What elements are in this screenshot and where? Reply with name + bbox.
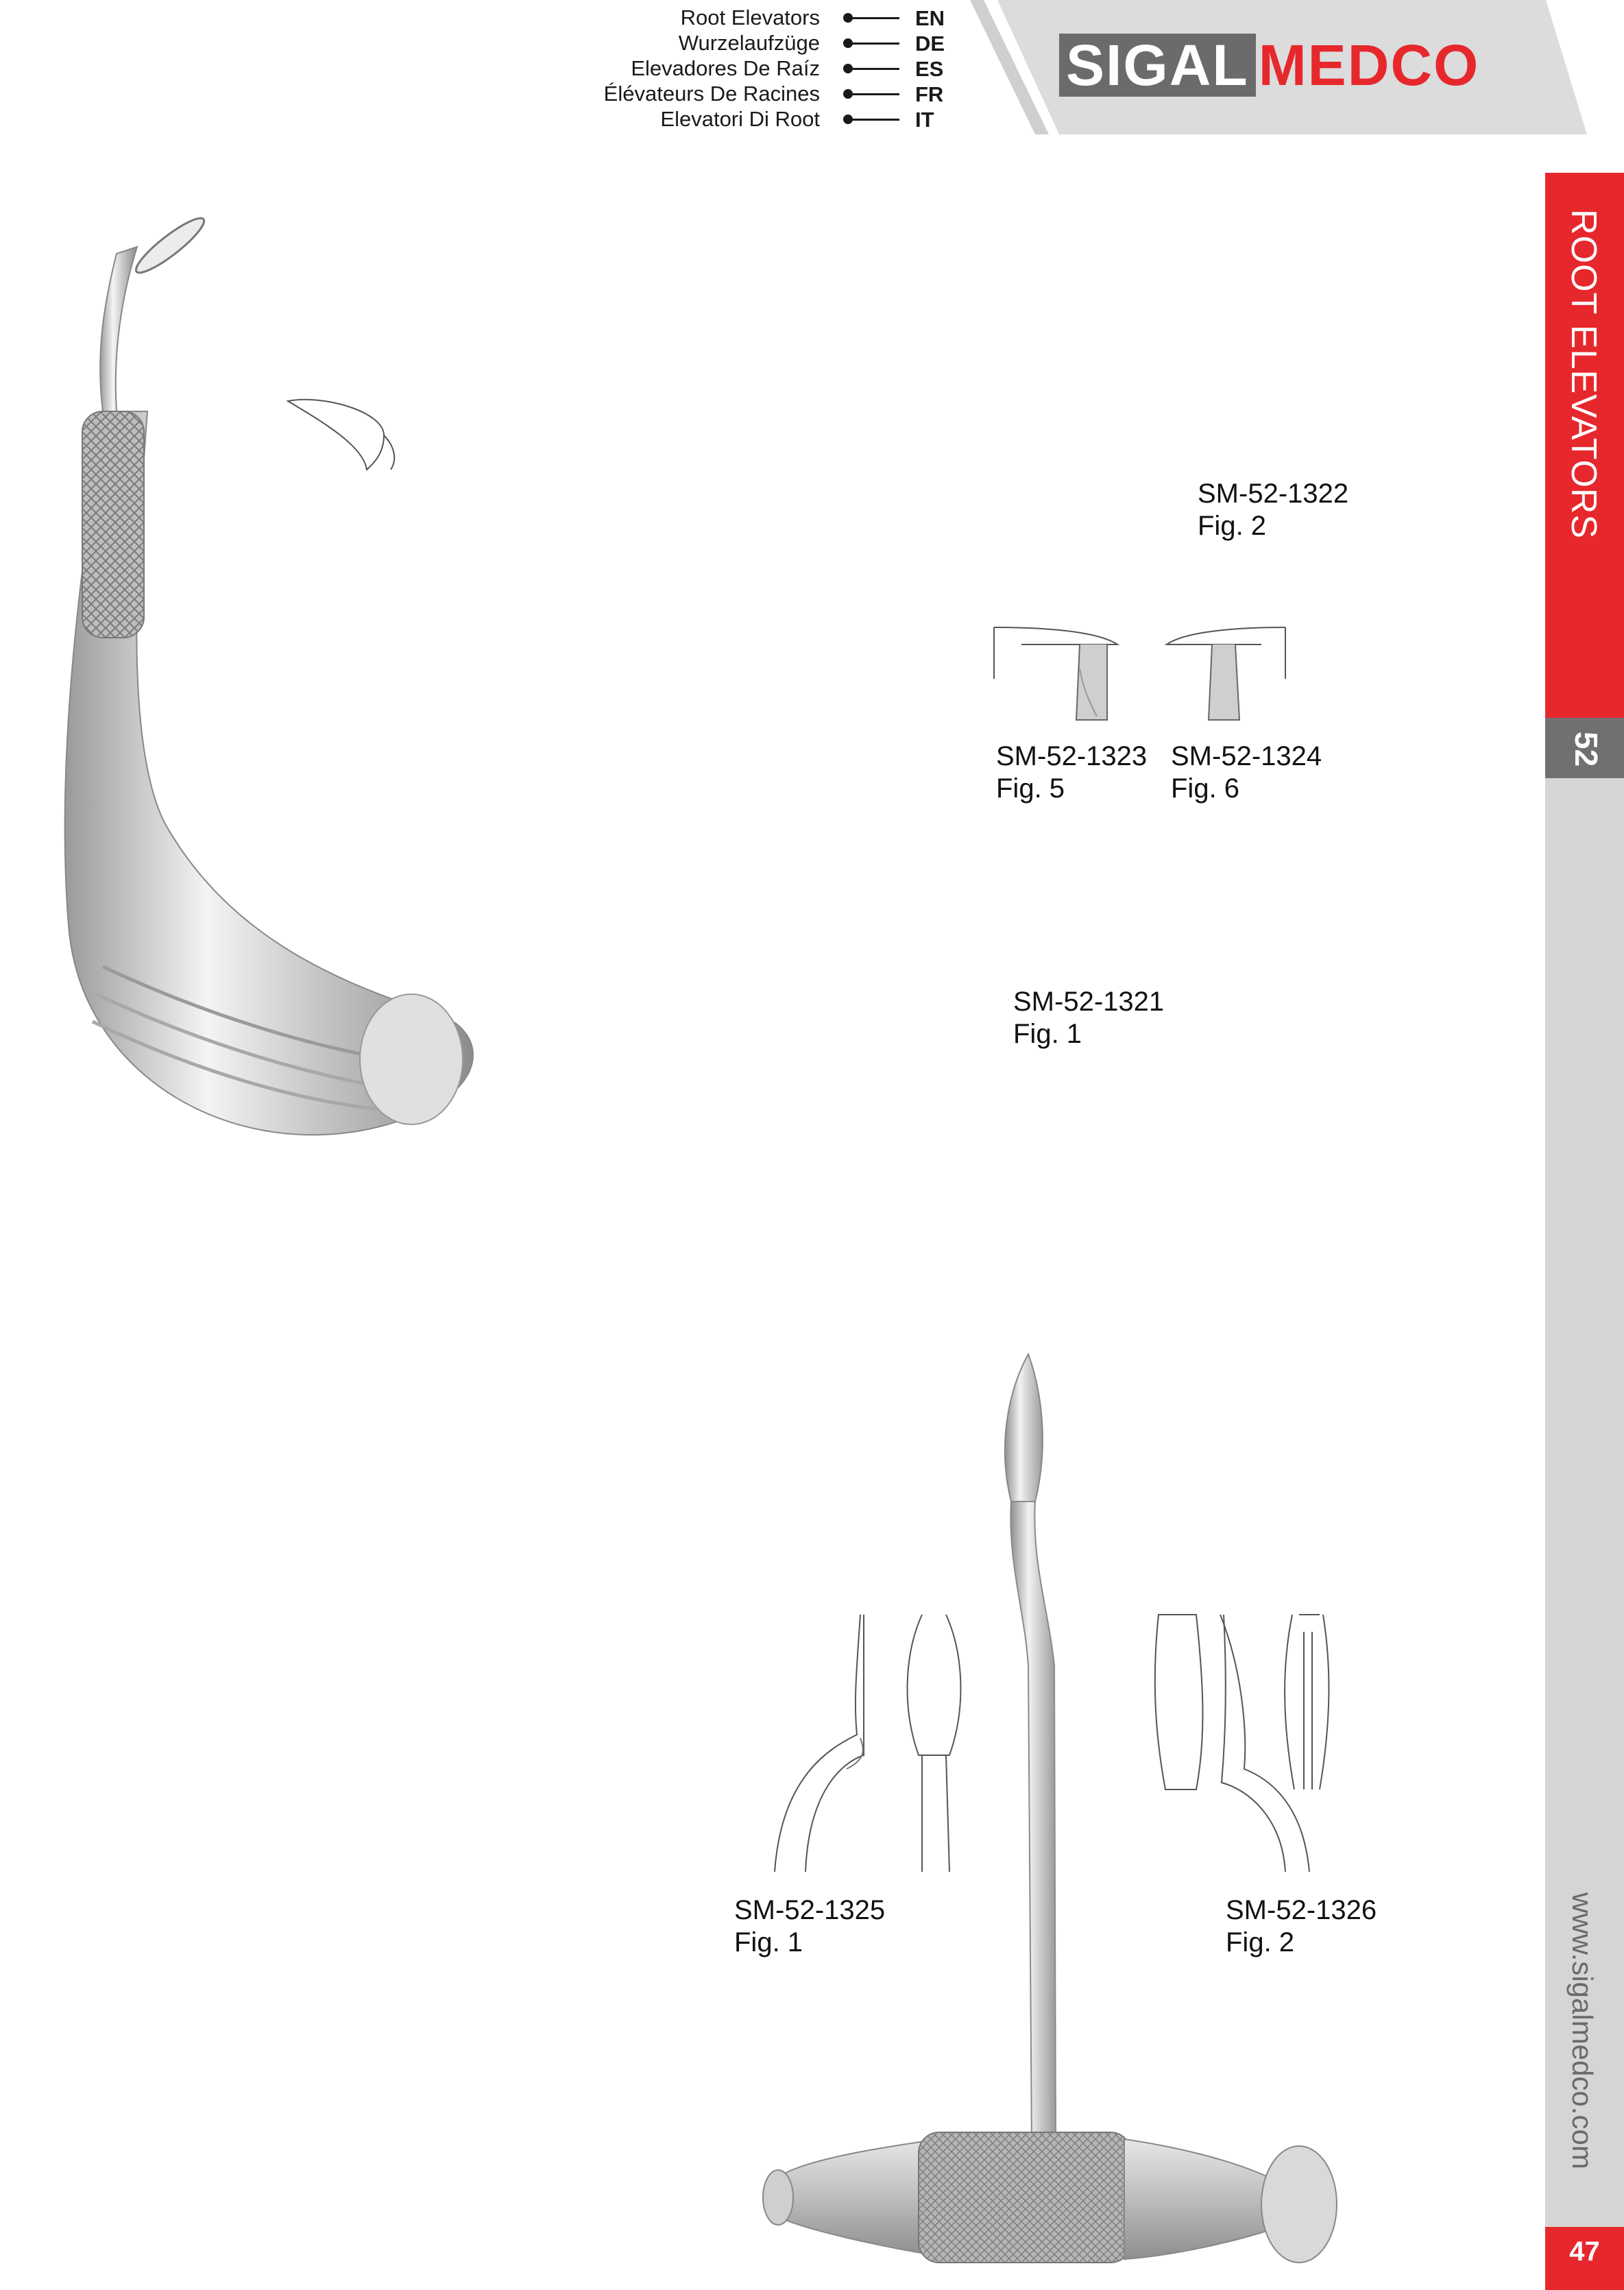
language-code: DE [915, 32, 945, 56]
language-row-fr [521, 82, 960, 106]
connector-line [851, 43, 899, 45]
language-name: Elevadores De Raíz [631, 56, 820, 80]
product-code: SM-52-1323 [996, 741, 1148, 771]
product-code: SM-52-1322 [1198, 479, 1349, 509]
t-handle-root-elevator-image [754, 1337, 1371, 2290]
logo-part-sigal: SIGAL [1059, 34, 1256, 97]
section-title: ROOT ELEVATORS [1564, 209, 1603, 540]
product-label [996, 740, 1147, 805]
product-fig: Fig. 1 [1013, 1019, 1082, 1049]
language-row-en [521, 5, 960, 30]
connector-line [851, 68, 899, 70]
product-code: SM-52-1326 [1226, 1895, 1377, 1925]
product-fig: Fig. 6 [1171, 773, 1240, 804]
product-fig: Fig. 1 [734, 1927, 803, 1957]
language-row-it [521, 107, 960, 132]
tip-detail-drawing [281, 391, 418, 501]
product-label [1198, 478, 1348, 542]
section-number: 52 [1568, 732, 1604, 767]
connector-line [851, 119, 899, 121]
connector-line [851, 93, 899, 95]
language-name: Wurzelaufzüge [678, 31, 820, 55]
curved-root-elevator-image [0, 206, 548, 1234]
language-row-es [521, 56, 960, 81]
language-name: Élévateurs De Racines [603, 82, 820, 106]
product-code: SM-52-1325 [734, 1895, 886, 1925]
language-code: IT [915, 108, 934, 132]
connector-line [851, 17, 899, 19]
product-label [1171, 740, 1322, 805]
language-name: Root Elevators [680, 5, 820, 29]
product-fig: Fig. 2 [1226, 1927, 1295, 1957]
language-row-de [521, 31, 960, 56]
language-code: ES [915, 57, 944, 81]
logo-part-medco: MEDCO [1258, 33, 1480, 97]
page-number: 47 [1569, 2237, 1600, 2267]
product-code: SM-52-1321 [1013, 987, 1165, 1017]
language-code: FR [915, 82, 944, 106]
tip-profile-drawings [987, 627, 1296, 723]
product-fig: Fig. 5 [996, 773, 1065, 804]
product-fig: Fig. 2 [1198, 511, 1267, 541]
language-name: Elevatori Di Root [660, 107, 820, 131]
product-label [1013, 986, 1164, 1050]
brand-logo [1059, 31, 1479, 99]
product-code: SM-52-1324 [1171, 741, 1322, 771]
language-code: EN [915, 6, 945, 30]
website-url: www.sigalmedco.com [1566, 1892, 1599, 2169]
